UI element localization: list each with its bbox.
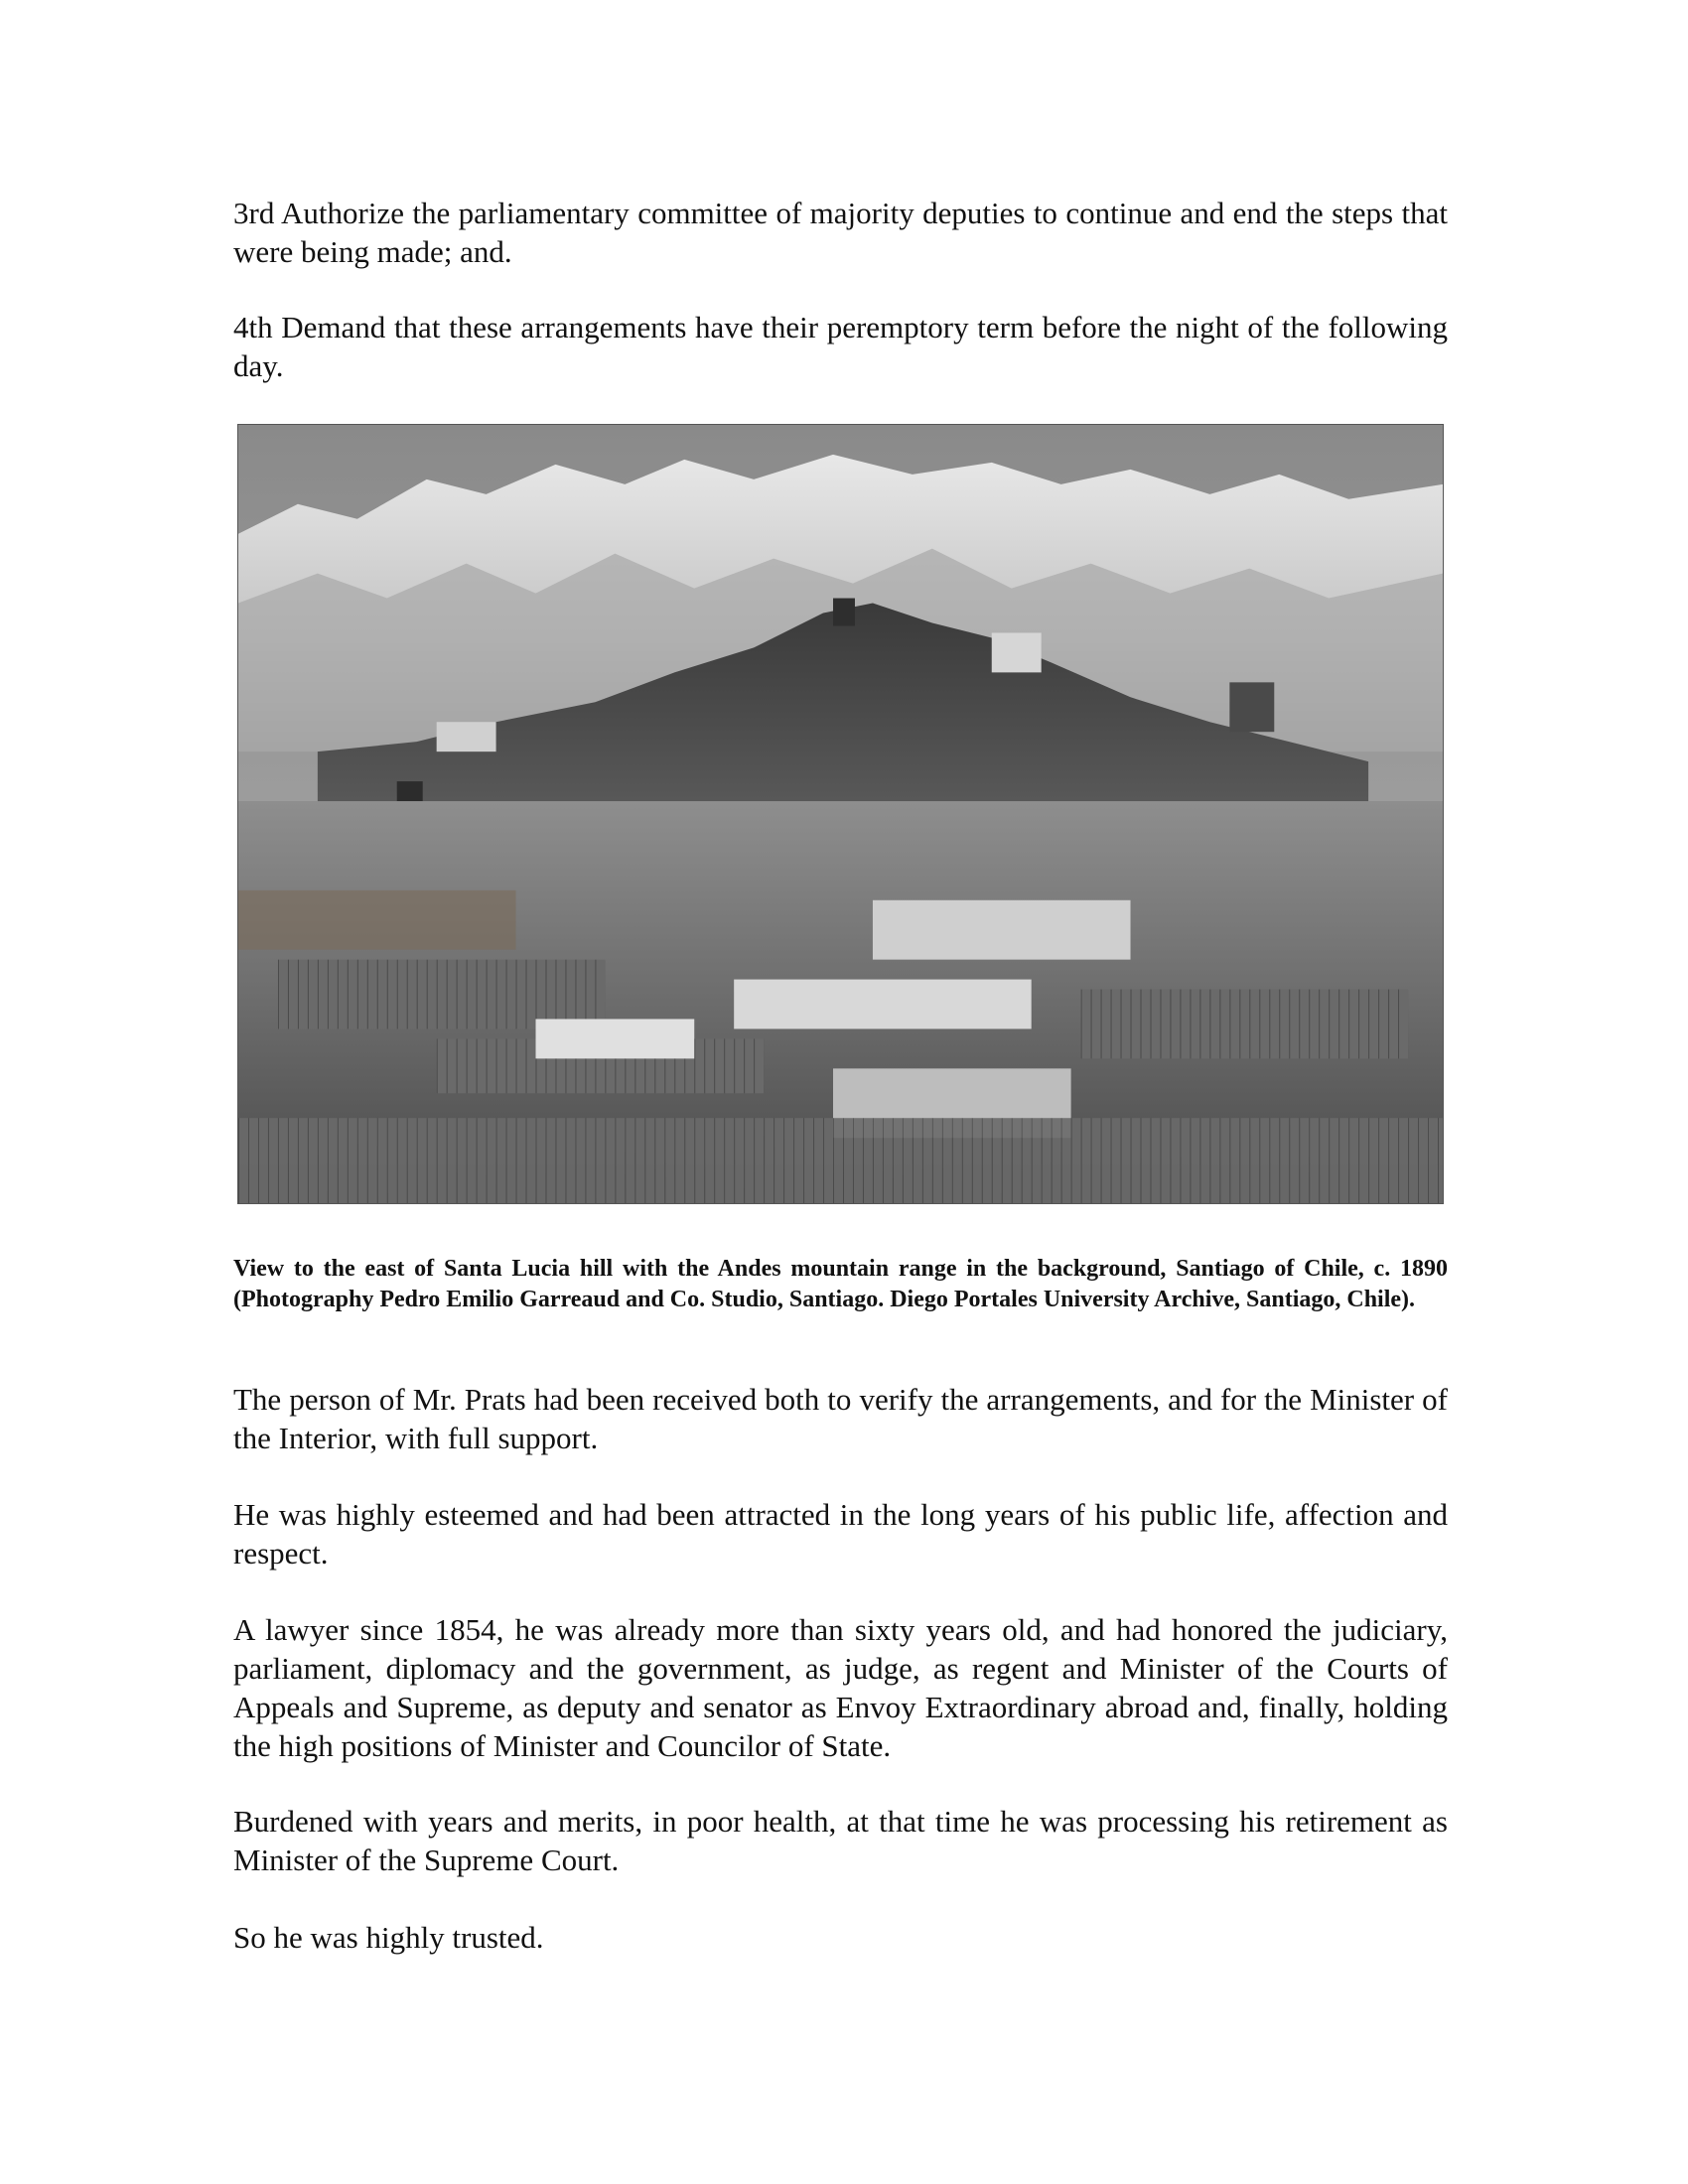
- paragraph-retirement: Burdened with years and merits, in poor health, at that time he was processing his retirement as Minister of the Supreme Court.: [233, 1804, 1448, 1877]
- santa-lucia-hill-photograph: [237, 424, 1444, 1204]
- paragraph-mr-prats: The person of Mr. Prats had been received both to verify the arrangements, and for the Minister of the Interior, with full support.: [233, 1382, 1448, 1455]
- photograph-illustration: [238, 425, 1443, 1203]
- photo-caption: View to the east of Santa Lucia hill with the Andes mountain range in the background, Santiago of Chile, c. 1890 (Photography Pedro Emilio Garreaud and Co. Studio, Santiago. Diego Portales University Archive, Santiago, Chile).: [233, 1256, 1448, 1312]
- paragraph-trusted: So he was highly trusted.: [233, 1920, 544, 1955]
- paragraph-esteemed: He was highly esteemed and had been attracted in the long years of his public life, affection and respect.: [233, 1497, 1448, 1570]
- paragraph-lawyer-career: A lawyer since 1854, he was already more than sixty years old, and had honored the judiciary, parliament, diplomacy and the government, as judge, as regent and Minister of the Courts of Appeals and Supreme, as deputy and senator as Envoy Extraordinary abroad and, finally, holding the high positions of Minister and Councilor of State.: [233, 1612, 1448, 1763]
- paragraph-demand-term: 4th Demand that these arrangements have their peremptory term before the night of the following day.: [233, 310, 1448, 383]
- paragraph-authorize-committee: 3rd Authorize the parliamentary committee of majority deputies to continue and end the steps that were being made; and.: [233, 196, 1448, 269]
